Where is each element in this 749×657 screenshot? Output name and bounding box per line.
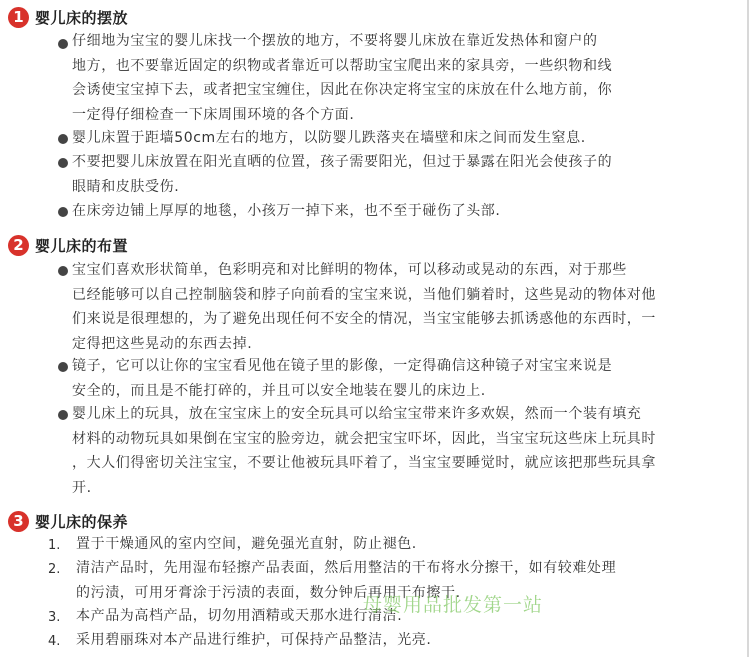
paragraph: 在床旁边铺上厚厚的地毯，小孩万一掉下来，也不至于碰伤了头部. [72,203,501,219]
paragraph: 婴儿床上的玩具，放在宝宝床上的安全玩具可以给宝宝带来许多欢娱，然而一个装有填充 材料的动物玩具如果倒在宝宝的脸旁边，就会把宝宝吓坏，因此，当宝宝玩这些床上玩具时 ，大人们得密切关注宝宝，不要让他被玩具吓着了，当宝宝要睡觉时，就应该把那些玩具拿 开. [72,406,656,496]
section-2-heading [8,233,128,257]
list-number: 2. [48,562,61,577]
list-number: 3. [48,610,61,625]
paragraph: 不要把婴儿床放置在阳光直晒的位置，孩子需要阳光，但过于暴露在阳光会使孩子的 眼睛和皮肤受伤. [72,154,613,195]
section-number-badge: 2 [8,235,29,256]
section-number-badge: 3 [8,511,29,532]
numbered-item: 置于干燥通风的室内空间，避免强光直射，防止褪色. [76,536,417,552]
section-3-heading [8,509,128,533]
numbered-item: 本产品为高档产品，切勿用酒精或天那水进行清洁. [76,608,403,624]
section-1-heading [8,5,128,29]
bullet-dot [58,410,68,420]
paragraph: 婴儿床置于距墙50cm左右的地方，以防婴儿跌落夹在墙壁和床之间而发生窒息. [72,130,586,146]
paragraph: 宝宝们喜欢形状简单，色彩明亮和对比鲜明的物体，可以移动或晃动的东西，对于那些 已经能够可以自己控制脑袋和脖子向前看的宝宝来说，当他们躺着时，这些晃动的物体对他 们来说是很理想的，为了避免出现任何不安全的情况，当宝宝能够去抓诱惑他的东西时，一 定得把这些晃动的东西去掉. [72,262,656,352]
section-title: 婴儿床的布置 [35,236,129,255]
numbered-item: 清洁产品时，先用湿布轻擦产品表面，然后用整洁的干布将水分擦干，如有较难处理 的污渍，可用牙膏涂于污渍的表面，数分钟后再用干布擦干. [76,560,617,601]
bullet-dot [58,207,68,217]
list-number: 4. [48,634,61,649]
numbered-item: 采用碧丽珠对本产品进行维护，可保持产品整洁，光亮. [76,632,432,648]
paragraph: 仔细地为宝宝的婴儿床找一个摆放的地方，不要将婴儿床放在靠近发热体和窗户的 地方，也不要靠近固定的织物或者靠近可以帮助宝宝爬出来的家具旁，一些织物和线 会诱使宝宝掉下去，或者把宝宝缠住，因此在你决定将宝宝的床放在什么地方前，你 一定得仔细检查一下床周围环境的各个方面. [72,33,613,123]
section-title: 婴儿床的摆放 [35,8,129,27]
section-title: 婴儿床的保养 [35,512,129,531]
bullet-dot [58,39,68,49]
bullet-dot [58,362,68,372]
bullet-dot [58,158,68,168]
bullet-dot [58,266,68,276]
watermark-text: 母婴用品批发第一站 [363,594,544,616]
list-number: 1. [48,538,61,553]
section-number-badge: 1 [8,7,29,28]
bullet-dot [58,134,68,144]
paragraph: 镜子，它可以让你的宝宝看见他在镜子里的影像，一定得确信这种镜子对宝宝来说是 安全的，而且是不能打碎的，并且可以安全地装在婴儿的床边上. [72,358,613,399]
